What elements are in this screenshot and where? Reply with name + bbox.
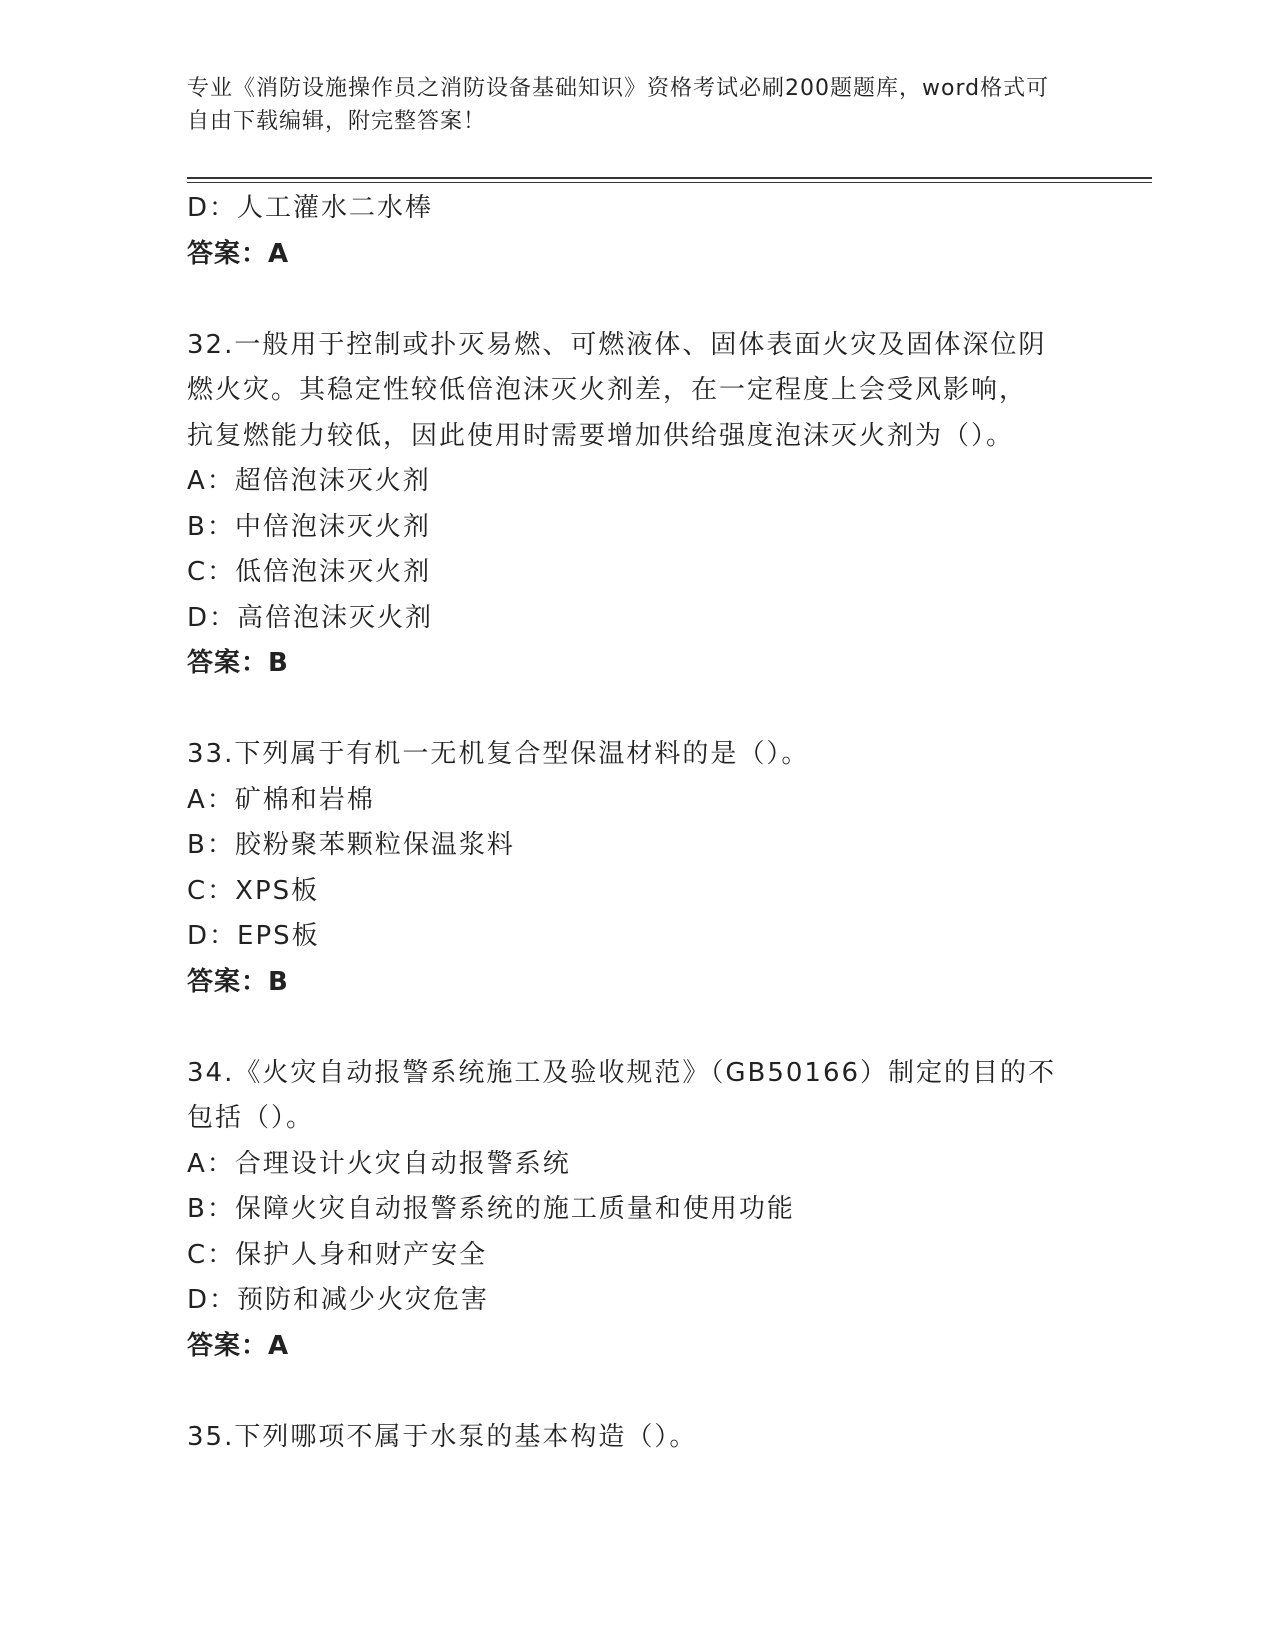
question-32-stem-line-2: 燃火灾。其稳定性较低倍泡沫灭火剂差，在一定程度上会受风影响， bbox=[187, 375, 1028, 405]
question-34-option-c: C：保护人身和财产安全 bbox=[187, 1239, 488, 1270]
question-33-answer: 答案：B bbox=[187, 966, 289, 997]
spacer bbox=[187, 1005, 1087, 1051]
question-32-option-b: B：中倍泡沫灭火剂 bbox=[187, 511, 431, 542]
question-35-stem-line-1: 35.下列哪项不属于水泵的基本构造（）。 bbox=[187, 1421, 698, 1452]
header-divider-thick bbox=[187, 177, 1152, 179]
answer-line: 答案：A bbox=[187, 238, 290, 269]
document-body bbox=[187, 186, 1087, 1460]
question-32-stem-line-1: 32.一般用于控制或扑灭易燃、可燃液体、固体表面火灾及固体深位阴 bbox=[187, 329, 1047, 360]
question-32-option-a: A：超倍泡沫灭火剂 bbox=[187, 466, 431, 496]
question-33-option-c: C：XPS板 bbox=[187, 875, 320, 906]
option-d: D：人工灌水二水棒 bbox=[187, 193, 434, 223]
spacer bbox=[187, 1369, 1087, 1415]
question-34-stem-line-1: 34.《火灾自动报警系统施工及验收规范》（GB50166）制定的目的不 bbox=[187, 1057, 1057, 1088]
question-33-option-d: D：EPS板 bbox=[187, 921, 320, 951]
question-33-stem-line-1: 33.下列属于有机一无机复合型保温材料的是（）。 bbox=[187, 739, 810, 769]
question-32-answer: 答案：B bbox=[187, 648, 289, 678]
question-33-option-a: A：矿棉和岩棉 bbox=[187, 784, 375, 815]
question-33-option-b: B：胶粉聚苯颗粒保温浆料 bbox=[187, 830, 515, 860]
question-34-stem-line-2: 包括（）。 bbox=[187, 1103, 315, 1133]
question-34-answer: 答案：A bbox=[187, 1330, 290, 1361]
question-34-option-d: D：预防和减少火灾危害 bbox=[187, 1285, 490, 1315]
page-header: 专业《消防设施操作员之消防设备基础知识》资格考试必刷200题题库，word格式可自由下载编辑，附完整答案！ bbox=[187, 76, 1050, 134]
question-34-option-a: A：合理设计火灾自动报警系统 bbox=[187, 1148, 571, 1179]
question-32-option-d: D：高倍泡沫灭火剂 bbox=[187, 602, 434, 633]
header-divider-thin bbox=[187, 182, 1152, 183]
question-32-stem-line-3: 抗复燃能力较低，因此使用时需要增加供给强度泡沫灭火剂为（）。 bbox=[187, 420, 1015, 451]
spacer bbox=[187, 687, 1087, 733]
question-32-option-c: C：低倍泡沫灭火剂 bbox=[187, 557, 432, 587]
spacer bbox=[187, 277, 1087, 323]
question-34-option-b: B：保障火灾自动报警系统的施工质量和使用功能 bbox=[187, 1194, 795, 1224]
